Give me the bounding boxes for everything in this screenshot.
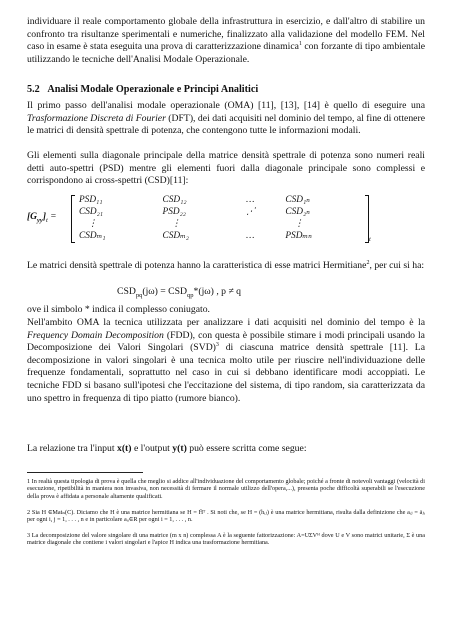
matrix-cell: CSDₘ₂ (162, 231, 190, 241)
matrix-subscript-t: t (369, 236, 371, 243)
para5-text-a: Nell'ambito OMA la tecnica utilizzata per analizzare i dati acquisiti nel dominio del tempo è la (27, 317, 425, 328)
paragraph-oma (27, 100, 425, 138)
footnote-ref-2[interactable]: 2 (366, 259, 370, 266)
para5-text-b: (FDD), con questa è possibile stimare i modi principali usando la Decomposizione dei Valori Singolari (SVD) (27, 329, 425, 354)
paragraph-conjugate (27, 304, 425, 317)
para1-text-b: (DFT), dei dati acquisiti nel dominio del tempo, al fine di ottenere le matrici di densità spettrale di potenza, che contengono tutte le informazioni modali. (27, 112, 425, 137)
intro-paragraph (27, 16, 425, 66)
footnote-ref-3[interactable]: 3 (215, 341, 219, 348)
footnote-separator (27, 472, 143, 473)
intro-tail: con forzante di tipo ambientale utilizzando le tecniche dell'Analisi Modale Operazionale. (27, 41, 426, 65)
lhs-eq: = (47, 212, 57, 222)
section-number: 5.2 (27, 84, 40, 95)
lhs-sub: yy (37, 216, 43, 224)
lhs-t: t (45, 216, 48, 224)
eq-sub-qp: qp (187, 291, 194, 299)
section-heading (27, 83, 425, 96)
matrix-cell: ⋮ (88, 219, 98, 229)
lhs-g: [G (27, 212, 38, 222)
para3-text-a: Le matrici densità spettrale di potenza hanno la caratteristica di esse matrici Hermitiane (27, 260, 367, 271)
matrix-left-bracket (71, 195, 75, 243)
footnote-1: 1 In realtà questa tipologia di prova è quella che meglio si addice all'individuazione del comportamento globale; poiché a fronte di notevoli vantaggi (velocità di esecuzione, ripetibilità in maniera non invasiva, non necessità di fermare il normale utilizzo dell'opera,...), presenta poche difficoltà superabili se l'esecuzione della prova è affidata a personale altamente qualificati. (27, 478, 425, 500)
paragraph-io-relation (27, 443, 425, 456)
matrix-row (76, 194, 366, 206)
eq-mid: (jω) = CSD (142, 286, 188, 297)
matrix-cell: PSD₁₁ (79, 195, 103, 205)
matrix-row (76, 218, 366, 230)
psd-matrix-equation (27, 193, 425, 245)
lhs-end: ] (42, 212, 46, 222)
matrix-cell: PSD₂₂ (162, 207, 187, 217)
matrix-cell: ⋮ (171, 219, 181, 229)
matrix-cell: CSDₘ₁ (79, 231, 106, 241)
para6-text-a: La relazione tra l'input (27, 443, 117, 454)
matrix-cell: CSD₁₂ (162, 195, 187, 205)
para6-text-c: può essere scritta come segue: (186, 443, 307, 454)
matrix-cell: CSD₂₁ (79, 207, 104, 217)
para2-text: Gli elementi sulla diagonale principale della matrice densità spettrale di potenza sono numeri reali detti auto-spettri (PSD) mentre gli elementi fuori dalla diagonale principale sono complessi e corrispondono ai cross-spettri (CSD)[11]: (27, 150, 425, 187)
footnote-2: 2 Sia H ∈Matₙ(C). Diciamo che H è una matrice hermitiana se H = H̄ᵀ . Si noti che, se H = (hᵢⱼ) è una matrice hermitiana, risulta dalla definizione che aᵢⱼ = āⱼᵢ per ogni i, j = 1, . . . , n e in particolare aᵢᵢ∈R per ogni i = 1, . . . , n. (27, 509, 425, 524)
eq-sub-pq: pq (135, 291, 143, 299)
footnote-3: 3 La decomposizione del valore singolare di una matrice (m x n) complessa A è la seguente fattorizzazione: A=UΣVᴴ dove U e V sono matrici unitarie, Σ è una matrice diagonale che contiene i valori singolari e l'apice H indica una trasformazione hermitiana. (27, 532, 425, 547)
matrix-row (76, 230, 366, 242)
para6-text-b: e l'output (131, 443, 173, 454)
matrix-cell: … (246, 195, 255, 205)
hermitian-equation (117, 286, 417, 299)
input-symbol: x(t) (116, 443, 132, 454)
paragraph-psd (27, 150, 425, 188)
para1-text-a: Il primo passo dell'analisi modale operazionale (OMA) [11], [13], [14] è quello di eseguire una (27, 100, 425, 111)
para4-text: ove il simbolo * indica il complesso coniugato. (27, 304, 210, 315)
para3-text-b: , per cui si ha: (369, 260, 425, 271)
matrix-cell: ⋮ (294, 219, 304, 229)
para1-italic: Trasformazione Discreta di Fourier (27, 112, 166, 124)
paragraph-hermitian (27, 260, 425, 273)
matrix-cell: ⋰ (246, 207, 256, 217)
output-symbol: y(t) (172, 443, 187, 454)
section-title: Analisi Modale Operazionale e Principi Analitici (47, 84, 259, 95)
matrix-cell: CSD₁ₙ (285, 195, 310, 205)
matrix-cell: PSDₘₙ (285, 231, 312, 241)
matrix-table (76, 194, 366, 242)
matrix-row (76, 206, 366, 218)
eq-end: *(jω) , p ≠ q (193, 286, 242, 297)
paragraph-fdd (27, 317, 425, 405)
footnote-ref-1[interactable]: 1 (298, 40, 302, 47)
intro-text: individuare il reale comportamento globale della infrastruttura in esercizio, e dall'altro di stabilire un confronto tra risultanze sperimentali e numeriche, finalizzato alla validazione del modello FEM. Nel caso in esame è stata eseguita una prova di caratterizzazione dinamica (27, 16, 425, 53)
para5-text-c: di ciascuna matrice densità spettrale [11]. La decomposizione in valori singolari è una tecnica molto utile per riuscire nell'individuazione delle frequenze fondamentali, soprattutto nel caso in cui si debbano identificare modi accoppiati. Le tecniche FDD si basano sull'ipotesi che l'eccitazione del sistema, di tipo random, sia caratterizzata da uno spettro in frequenza di tipo piatto (rumore bianco). (27, 342, 425, 404)
matrix-lhs (27, 212, 57, 224)
matrix-cell: … (246, 231, 255, 241)
matrix-cell: CSD₂ₙ (285, 207, 310, 217)
matrix-cell (243, 218, 282, 230)
eq-csd: CSD (117, 286, 136, 297)
para5-italic: Frequency Domain Decomposition (27, 329, 164, 341)
